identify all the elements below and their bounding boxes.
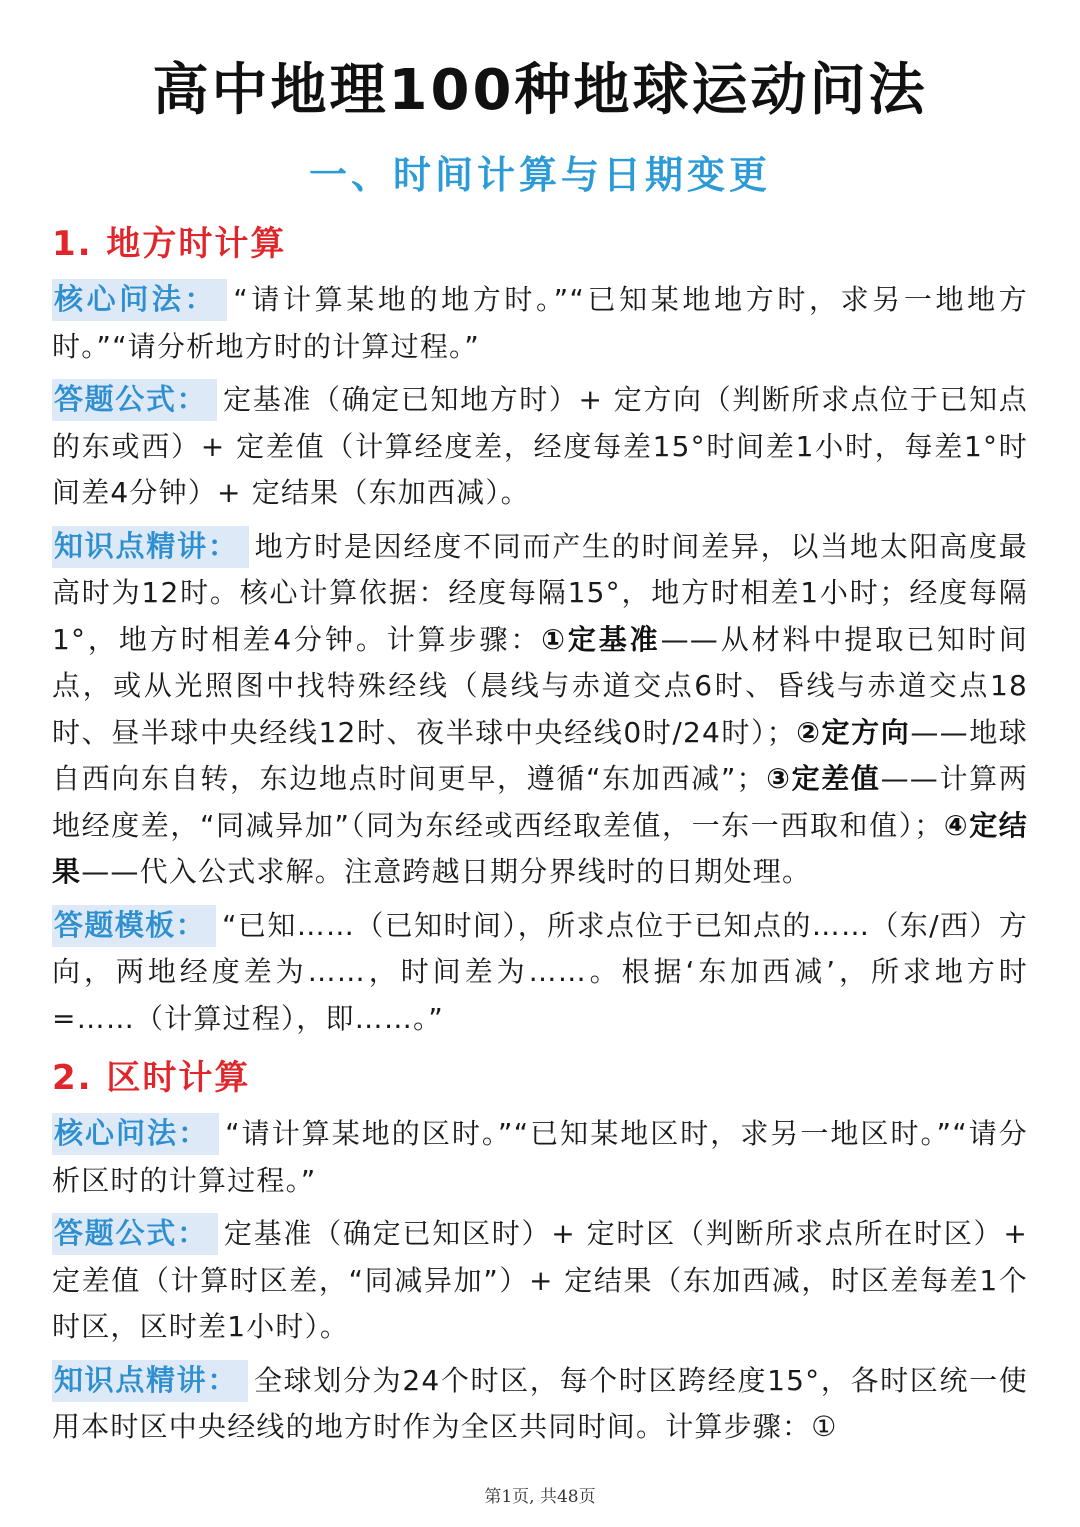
answer-formula-text: 定基准（确定已知地方时）+ 定方向（判断所求点位于已知点的东或西）+ 定差值（计算经度差，经度每差15°时间差1小时，每差1°时间差4分钟）+ 定结果（东加西减）。 (52, 383, 1028, 509)
answer-formula-label: 答题公式： (52, 1213, 218, 1255)
core-question-text: “请计算某地的地方时。”“已知某地地方时，求另一地地方时。”“请分析地方时的计算过程。” (52, 283, 1028, 363)
knowledge-paragraph (52, 523, 1028, 896)
knowledge-label: 知识点精讲： (52, 526, 249, 568)
step-1-label: ①定基准 (541, 622, 661, 656)
item-heading-zone-time: 2. 区时计算 (52, 1058, 251, 1098)
step-3-text: ——计算两地经度差，“同减异加”（同为东经或西经取差值，一东一西取和值）； (52, 762, 1028, 842)
page-footer: 第1页, 共48页 (484, 1487, 596, 1507)
knowledge-intro: 地方时是因经度不同而产生的时间差异，以当地太阳高度最高时为12时。核心计算依据：经度每隔15°，地方时相差1小时；经度每隔1°，地方时相差4分钟。计算步骤： (52, 529, 1029, 656)
core-question-text: “请计算某地的区时。”“已知某地区时，求另一地区时。”“请分析区时的计算过程。” (52, 1117, 1028, 1197)
core-question-paragraph (52, 1110, 1028, 1204)
answer-formula-label: 答题公式： (52, 379, 217, 421)
document-title: 高中地理100种地球运动问法 (152, 58, 928, 123)
core-question-label: 核心问法： (52, 279, 227, 321)
item-heading-local-time: 1. 地方时计算 (52, 224, 287, 264)
section-title: 一、时间计算与日期变更 (308, 153, 771, 197)
step-4-label: ④定结果 (52, 808, 1028, 888)
answer-formula-paragraph (52, 376, 1028, 517)
answer-template-label: 答题模板： (52, 905, 216, 947)
core-question-paragraph (52, 276, 1028, 370)
core-question-label: 核心问法： (52, 1113, 219, 1155)
answer-formula-text: 定基准（确定已知区时）+ 定时区（判断所求点所在时区）+ 定差值（计算时区差，“同减异加”）+ 定结果（东加西减，时区差每差1个时区，区时差1小时）。 (52, 1217, 1028, 1343)
step-3-label: ③定差值 (765, 762, 881, 795)
answer-template-paragraph (52, 902, 1028, 1043)
knowledge-paragraph (52, 1357, 1028, 1451)
step-4-text: ——代入公式求解。注意跨越日期分界线时的日期处理。 (81, 855, 812, 888)
answer-template-text: “已知……（已知时间），所求点位于已知点的……（东/西）方向，两地经度差为……，时间差为……。根据‘东加西减’，所求地方时=……（计算过程），即……。” (52, 908, 1028, 1035)
knowledge-label: 知识点精讲： (52, 1360, 248, 1402)
step-2-label: ②定方向 (795, 715, 911, 749)
answer-formula-paragraph (52, 1210, 1028, 1351)
step-2-text: ——地球自西向东自转，东边地点时间更早，遵循“东加西减”； (52, 715, 1029, 795)
knowledge-text: 全球划分为24个时区，每个时区跨经度15°，各时区统一使用本时区中央经线的地方时作为全区共同时间。计算步骤：① (52, 1363, 1028, 1443)
step-1-text: ——从材料中提取已知时间点，或从光照图中找特殊经线（晨线与赤道交点6时、昏线与赤道交点18时、昼半球中央经线12时、夜半球中央经线0时/24时）； (52, 622, 1029, 749)
